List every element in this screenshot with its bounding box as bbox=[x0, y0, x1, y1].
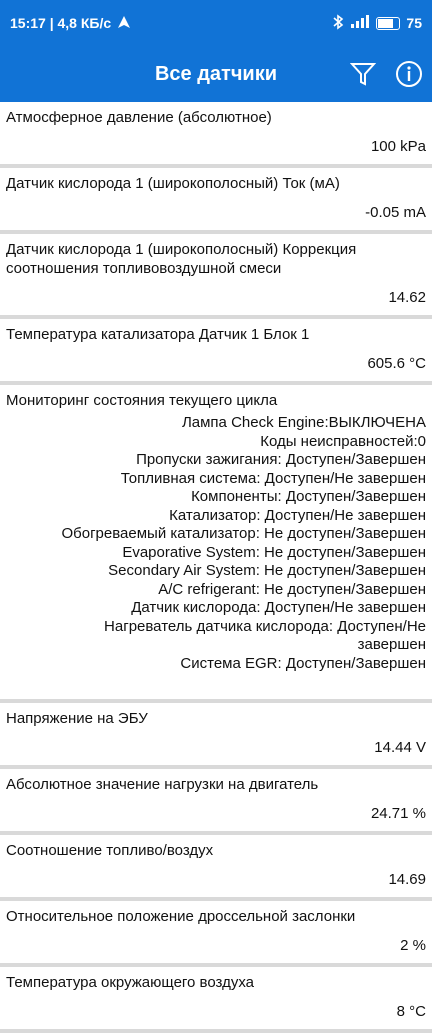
monitor-line: завершен bbox=[357, 636, 426, 653]
sensor-value: -0.05 mA bbox=[365, 204, 426, 221]
monitor-line: Топливная система: Доступен/Не завершен bbox=[120, 469, 426, 487]
battery-icon bbox=[376, 17, 400, 30]
sensor-item[interactable] bbox=[0, 967, 432, 1033]
bluetooth-icon bbox=[332, 14, 344, 33]
sensor-value: 2 % bbox=[400, 937, 426, 954]
status-left bbox=[10, 15, 131, 32]
sensor-item[interactable] bbox=[0, 901, 432, 967]
page-title: Все датчики bbox=[154, 62, 278, 85]
filter-icon bbox=[350, 61, 376, 87]
sensor-name: Датчик кислорода 1 (широкополосный) Ток (мА) bbox=[6, 175, 340, 192]
monitor-line: Нагреватель датчика кислорода: Доступен/Не bbox=[104, 617, 426, 635]
sensor-name: Соотношение топливо/воздух bbox=[6, 842, 214, 859]
status-bar bbox=[0, 0, 432, 46]
sensor-value: 14.69 bbox=[388, 871, 426, 888]
app-bar bbox=[0, 46, 432, 102]
battery-percent: 75 bbox=[406, 15, 422, 31]
monitor-name: Мониторинг состояния текущего цикла bbox=[6, 392, 278, 409]
status-right bbox=[332, 14, 422, 33]
sensor-name: Абсолютное значение нагрузки на двигатель bbox=[6, 776, 319, 793]
filter-button[interactable] bbox=[348, 59, 378, 89]
sensor-item[interactable] bbox=[0, 168, 432, 234]
sensor-value: 8 °C bbox=[396, 1003, 426, 1020]
monitor-line: Пропуски зажигания: Доступен/Завершен bbox=[136, 451, 426, 468]
sensor-value: 100 kPa bbox=[370, 138, 426, 155]
sensor-item[interactable] bbox=[0, 102, 432, 168]
monitor-line: Коды неисправностей:0 bbox=[260, 432, 426, 450]
app-bar-actions bbox=[348, 46, 424, 102]
sensor-list[interactable] bbox=[0, 102, 432, 1033]
monitor-line: Датчик кислорода: Доступен/Не завершен bbox=[131, 599, 426, 616]
sensor-name: Относительное положение дроссельной заслонки bbox=[6, 908, 356, 925]
status-time-speed: 15:17 | 4,8 КБ/с bbox=[10, 15, 112, 31]
sensor-name: Датчик кислорода 1 (широкополосный) Коррекция соотношения топливовоздушной смеси bbox=[6, 241, 357, 277]
monitor-line: Катализатор: Доступен/Не завершен bbox=[169, 506, 426, 524]
sensor-item[interactable] bbox=[0, 234, 432, 319]
monitor-line: A/C refrigerant: Не доступен/Завершен bbox=[158, 580, 426, 598]
monitor-line: Компоненты: Доступен/Завершен bbox=[191, 488, 426, 505]
sensor-value: 14.62 bbox=[388, 289, 426, 306]
sensor-value: 24.71 % bbox=[370, 805, 426, 822]
sensor-value: 605.6 °C bbox=[367, 355, 426, 372]
monitor-item[interactable] bbox=[0, 385, 432, 703]
sensor-name: Температура окружающего воздуха bbox=[6, 974, 255, 991]
sensor-name: Напряжение на ЭБУ bbox=[6, 710, 148, 727]
navigation-arrow-icon bbox=[117, 15, 131, 32]
sensor-item[interactable] bbox=[0, 835, 432, 901]
sensor-name: Температура катализатора Датчик 1 Блок 1 bbox=[6, 326, 310, 343]
monitor-details bbox=[6, 414, 426, 691]
signal-icon bbox=[350, 15, 370, 32]
monitor-line: Система EGR: Доступен/Завершен bbox=[180, 654, 426, 672]
info-button[interactable] bbox=[394, 59, 424, 89]
monitor-line: Лампа Check Engine:ВЫКЛЮЧЕНА bbox=[181, 414, 426, 431]
monitor-line: Secondary Air System: Не доступен/Завершен bbox=[108, 562, 426, 579]
sensor-name: Атмосферное давление (абсолютное) bbox=[6, 109, 272, 126]
monitor-line: Evaporative System: Не доступен/Завершен bbox=[122, 543, 426, 561]
sensor-item[interactable] bbox=[0, 769, 432, 835]
sensor-item[interactable] bbox=[0, 703, 432, 769]
info-icon bbox=[395, 60, 423, 88]
monitor-line: Обогреваемый катализатор: Не доступен/Завершен bbox=[61, 525, 426, 542]
sensor-value: 14.44 V bbox=[374, 739, 426, 756]
sensor-item[interactable] bbox=[0, 319, 432, 385]
